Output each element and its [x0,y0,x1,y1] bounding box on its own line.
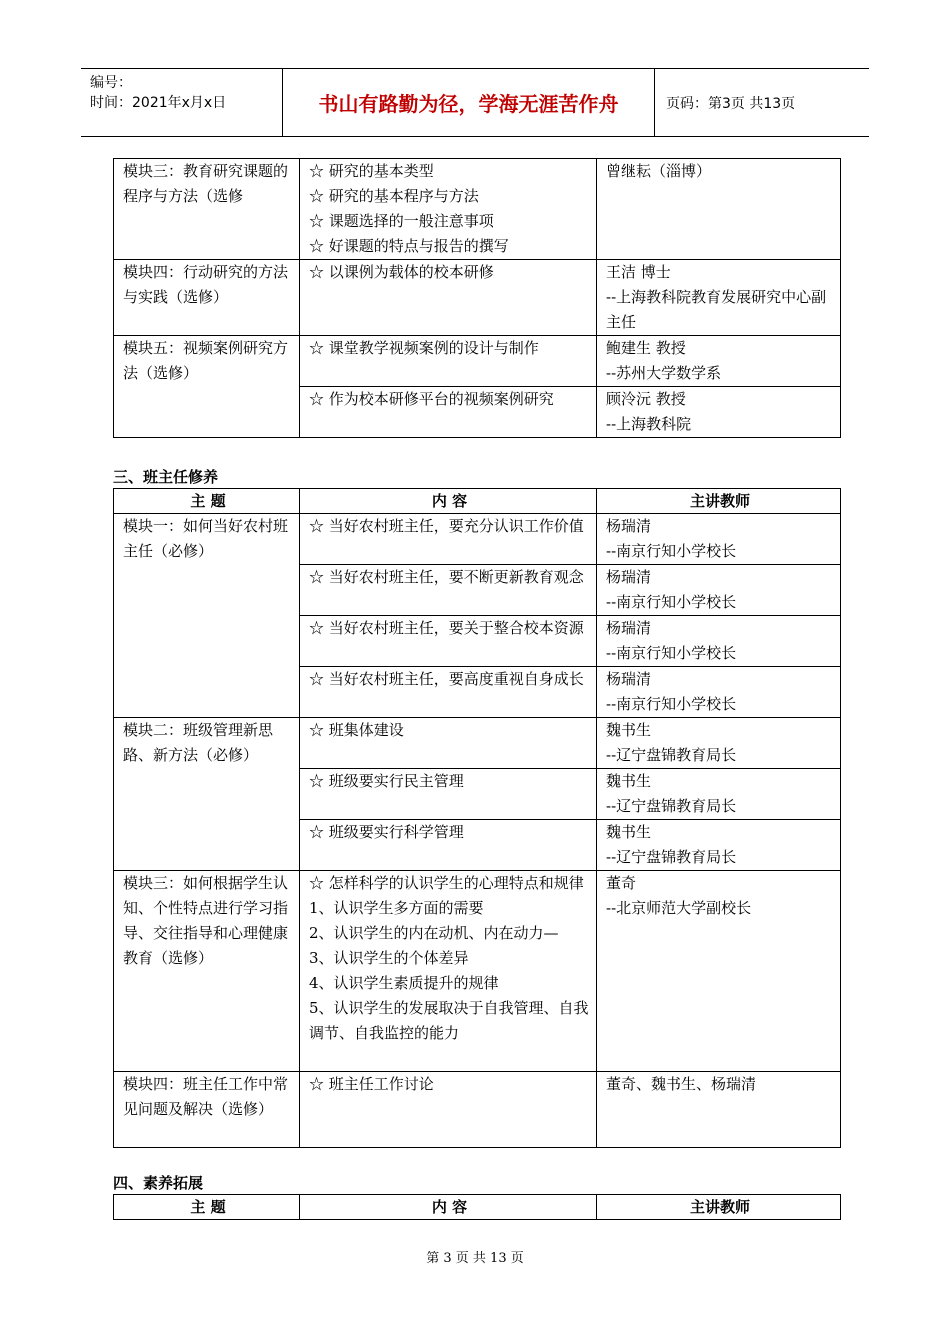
content-cell: ☆ 作为校本研修平台的视频案例研究 [300,387,597,438]
teacher-cell: 杨瑞清 --南京行知小学校长 [597,514,841,565]
topic-cell: 模块三：如何根据学生认知、个性特点进行学习指导、交往指导和心理健康教育（选修） [114,871,300,1072]
number-label: 编号： [90,75,132,91]
header-teacher: 主讲教师 [597,1195,841,1220]
topic-cell: 模块四：班主任工作中常见问题及解决（选修） [114,1072,300,1148]
topic-cell: 模块四：行动研究的方法与实践（选修） [114,260,300,336]
header-page-number: 页码：第3页 共13页 [666,95,796,112]
section-title-4: 四、素养拓展 [113,1174,204,1192]
teacher-cell: 魏书生 --辽宁盘锦教育局长 [597,820,841,871]
page-header [81,68,869,137]
research-table [113,158,841,438]
topic-cell: 模块二：班级管理新思路、新方法（必修） [114,718,300,871]
content-cell: ☆ 怎样科学的认识学生的心理特点和规律 1、认识学生多方面的需要 2、认识学生的内在动机、内在动力— 3、认识学生的个体差异 4、认识学生素质提升的规律 5、认识学生的发展取决于自我管理、自我调节、自我监控的能力 [300,871,597,1072]
content-cell: ☆ 课堂教学视频案例的设计与制作 [300,336,597,387]
header-topic: 主 题 [114,489,300,514]
teacher-cell: 王洁 博士 --上海教科院教育发展研究中心副主任 [597,260,841,336]
teacher-cell: 魏书生 --辽宁盘锦教育局长 [597,718,841,769]
teacher-cell: 顾泠沅 教授 --上海教科院 [597,387,841,438]
topic-cell: 模块一：如何当好农村班主任（必修） [114,514,300,718]
content-cell: ☆ 当好农村班主任，要不断更新教育观念 [300,565,597,616]
table-row [114,514,841,565]
content-cell: ☆ 当好农村班主任，要关于整合校本资源 [300,616,597,667]
table-row [114,159,841,260]
header-motto: 书山有路勤为径，学海无涯苦作舟 [283,69,655,136]
page-footer: 第 3 页 共 13 页 [426,1251,524,1266]
header-meta [81,69,283,136]
section-title-3: 三、班主任修养 [113,468,219,486]
teacher-cell: 杨瑞清 --南京行知小学校长 [597,565,841,616]
time-label: 时间：2021年x月x日 [90,95,227,111]
content-cell: ☆ 当好农村班主任，要高度重视自身成长 [300,667,597,718]
content-cell: ☆ 班级要实行科学管理 [300,820,597,871]
header-content: 内 容 [300,489,597,514]
teacher-cell: 杨瑞清 --南京行知小学校长 [597,616,841,667]
table-row [114,336,841,387]
content-cell: ☆ 以课例为载体的校本研修 [300,260,597,336]
teacher-cell: 董奇、魏书生、杨瑞清 [597,1072,841,1148]
teacher-cell: 董奇 --北京师范大学副校长 [597,871,841,1072]
content-cell: ☆ 研究的基本类型 ☆ 研究的基本程序与方法 ☆ 课题选择的一般注意事项 ☆ 好课题的特点与报告的撰写 [300,159,597,260]
teacher-cell: 魏书生 --辽宁盘锦教育局长 [597,769,841,820]
table-row [114,260,841,336]
header-topic: 主 题 [114,1195,300,1220]
content-cell: ☆ 当好农村班主任，要充分认识工作价值 [300,514,597,565]
table-row [114,871,841,1072]
topic-cell: 模块三：教育研究课题的程序与方法（选修 [114,159,300,260]
topic-cell: 模块五：视频案例研究方法（选修） [114,336,300,438]
teacher-cell: 曾继耘（淄博） [597,159,841,260]
content-cell: ☆ 班集体建设 [300,718,597,769]
teacher-cell: 杨瑞清 --南京行知小学校长 [597,667,841,718]
table-header-row [114,1195,841,1220]
content-cell: ☆ 班主任工作讨论 [300,1072,597,1148]
header-teacher: 主讲教师 [597,489,841,514]
table-header-row [114,489,841,514]
table-row [114,1072,841,1148]
teacher-cell: 鲍建生 教授 --苏州大学数学系 [597,336,841,387]
content-cell: ☆ 班级要实行民主管理 [300,769,597,820]
literacy-table [113,1194,841,1220]
homeroom-table [113,488,841,1148]
header-content: 内 容 [300,1195,597,1220]
table-row [114,718,841,769]
